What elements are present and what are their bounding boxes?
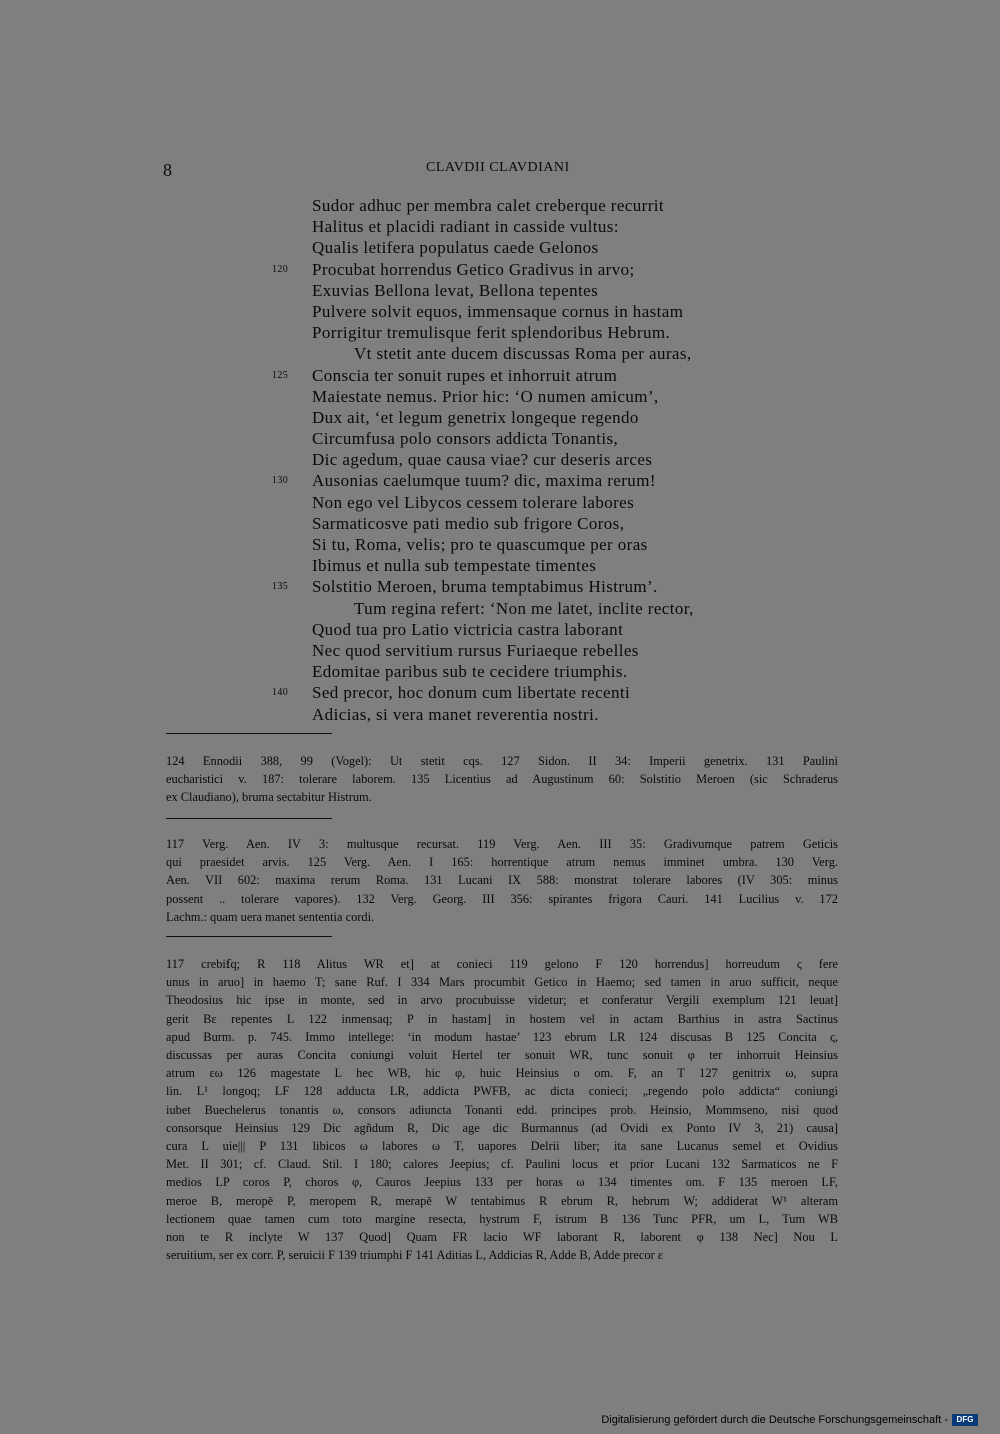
verse-text: Procubat horrendus Getico Gradivus in arvo; xyxy=(312,259,635,279)
verse-line xyxy=(272,704,792,725)
apparatus-line: medios LP coros P, choros φ, Cauros Jeepius 133 per horas ω 134 timentes om. F 135 meroen LF, xyxy=(166,1175,838,1190)
verse-line xyxy=(272,640,792,661)
dfg-logo: DFG xyxy=(952,1414,978,1426)
apparatus-line: non te R inclyte W 137 Quod] Quam FR lacio WF laborant R, laborent φ 138 Nec] Nou L xyxy=(166,1230,838,1245)
similia-line: qui praesidet arvis. 125 Verg. Aen. I 165: horrentique atrum nemus imminet umbra. 130 Verg. xyxy=(166,855,838,870)
apparatus-line: apud Burm. p. 745. Immo intellege: ‘in modum hastae’ 123 ebrum LR 124 discusas B 125 Concita ς, xyxy=(166,1029,838,1044)
apparatus-line: gerit Bε repentes L 122 inmensaq; P in hastam] in hostem vel in actam Barthius in astra Sactinus xyxy=(166,1011,838,1026)
verse-line xyxy=(272,407,792,428)
verse-block xyxy=(272,195,792,725)
verse-line xyxy=(272,555,792,576)
verse-number: 130 xyxy=(272,475,289,487)
verse-line xyxy=(272,259,792,280)
apparatus-line: Met. II 301; cf. Claud. Stil. I 180; calores Jeepius; cf. Paulini locus et prior Lucani 132 Sarmaticos ne F xyxy=(166,1157,838,1172)
verse-line xyxy=(272,449,792,470)
verse-text: Sarmaticosve pati medio sub frigore Coros, xyxy=(312,513,625,533)
verse-text: Edomitae paribus sub te cecidere triumphis. xyxy=(312,662,628,682)
similia-line: possent .. tolerare vapores). 132 Verg. Georg. III 356: spirantes frigora Cauri. 141 Lucilius v. 172 xyxy=(166,891,838,906)
similia-line: 117 Verg. Aen. IV 3: multusque recursat. 119 Verg. Aen. III 35: Gradivumque patrem Geticis xyxy=(166,837,838,851)
testimonia-line: ex Claudiano), bruma sectabitur Histrum. xyxy=(166,790,372,805)
critical-apparatus-block xyxy=(166,955,838,1264)
testimonia-block xyxy=(166,752,838,807)
verse-line xyxy=(272,365,792,386)
verse-text: Pulvere solvit equos, immensaque cornus in hastam xyxy=(312,301,684,321)
verse-line xyxy=(272,428,792,449)
verse-text: Si tu, Roma, velis; pro te quascumque per oras xyxy=(312,535,648,554)
verse-line xyxy=(272,386,792,407)
verse-text: Solstitio Meroen, bruma temptabimus Histrum’. xyxy=(312,577,658,597)
apparatus-line: cura L uie||| P 131 libicos ω labores ω T, uapores Delrii liber; ita sane Lucanus semel et Ovidius xyxy=(166,1139,838,1154)
verse-line xyxy=(272,343,792,364)
verse-line xyxy=(272,280,792,301)
verse-line xyxy=(272,598,792,619)
verse-text: Tum regina refert: ‘Non me latet, inclite rector, xyxy=(354,598,694,618)
verse-text: Nec quod servitium rursus Furiaeque rebelles xyxy=(312,640,639,660)
verse-text: Maiestate nemus. Prior hic: ‘O numen amicum’, xyxy=(312,386,659,406)
verse-number: 125 xyxy=(272,369,289,381)
verse-line xyxy=(272,470,792,491)
apparatus-line: lin. L¹ longoq; LF 128 adducta LR, addicta PWFB, ac dicta conieci; „regendo polo addicta“ coniungi xyxy=(166,1084,838,1099)
testimonia-line: 124 Ennodii 388, 99 (Vogel): Ut stetit cqs. 127 Sidon. II 34: Imperii genetrix. 131 Paulini xyxy=(166,754,838,768)
verse-text: Vt stetit ante ducem discussas Roma per auras, xyxy=(354,344,692,364)
verse-line xyxy=(272,195,792,216)
verse-text: Porrigitur tremulisque ferit splendoribus Hebrum. xyxy=(312,323,671,343)
funding-credit xyxy=(601,1414,978,1426)
verse-number: 135 xyxy=(272,581,289,593)
verse-text: Sudor adhuc per membra calet creberque recurrit xyxy=(312,196,665,215)
page-number: 8 xyxy=(163,160,172,180)
verse-text: Non ego vel Libycos cessem tolerare labores xyxy=(312,492,635,512)
apparatus-line: meroe B, meropē P, meropem R, merapē W tentabimus R ebrum R, hebrum W; addiderat W¹ alteram xyxy=(166,1193,838,1208)
verse-text: Exuvias Bellona levat, Bellona tepentes xyxy=(312,280,599,300)
apparatus-divider xyxy=(166,936,332,937)
funding-credit-text: Digitalisierung gefördert durch die Deutsche Forschungsgemeinschaft - xyxy=(601,1414,948,1426)
verse-text: Halitus et placidi radiant in casside vultus: xyxy=(312,217,619,237)
verse-line xyxy=(272,513,792,534)
similia-line: Lachm.: quam uera manet sententia cordi. xyxy=(166,909,375,924)
verse-line xyxy=(272,216,792,237)
apparatus-line: Theodosius hic ipse in monte, sed in arvo procubuisse videtur; et conferatur Vergili exemplum 121 leuat] xyxy=(166,993,838,1008)
similia-line: Aen. VII 602: maxima rerum Roma. 131 Lucani IX 588: monstrat tolerare labores (IV 305: minus xyxy=(166,873,838,888)
verse-number: 140 xyxy=(272,687,289,699)
apparatus-line: lectionem quae tamen cum toto margine resecta, hystrum F, istrum B 136 Tunc PFR, um L, Tum WB xyxy=(166,1211,838,1226)
verse-number: 120 xyxy=(272,263,289,275)
apparatus-line: consorsque Heinsius 129 Dic agñdum R, Dic age dic Burmannus (ad Ovidi ex Ponto IV 3, 21) causa] xyxy=(166,1120,838,1135)
apparatus-line: 117 crebiẜq; R 118 Alitus WR et] at conieci 119 gelono F 120 horrendus] horreudum ς fere xyxy=(166,957,838,971)
verse-line xyxy=(272,301,792,322)
apparatus-line: unus in aruo] in haemo T; sane Ruf. I 334 Mars procumbit Getico in Haemo; sed tamen in aruo sufficit, neque xyxy=(166,975,838,990)
apparatus-line: iubet Buechelerus tonantis ω, consors adiuncta Tonanti edd. principes prob. Heinsio, Mommseno, nisi quod xyxy=(166,1102,838,1117)
verse-text: Quod tua pro Latio victricia castra laborant xyxy=(312,619,624,639)
testimonia-line: eucharistici v. 187: tolerare laborem. 135 Licentius ad Augustinum 60: Solstitio Meroen (sic Schraderus xyxy=(166,772,838,787)
verse-line xyxy=(272,682,792,703)
verse-text: Conscia ter sonuit rupes et inhorruit atrum xyxy=(312,365,618,385)
verse-line xyxy=(272,619,792,640)
verse-text: Circumfusa polo consors addicta Tonantis, xyxy=(312,429,619,449)
verse-text: Dux ait, ‘et legum genetrix longeque regendo xyxy=(312,407,639,427)
apparatus-line: atrum εω 126 magestate L hec WB, hic φ, huic Heinsius o om. F, an T 127 genitrix ω, supra xyxy=(166,1066,838,1081)
apparatus-line: seruitium, ser ex corr. P, seruicii F 139 triumphi F 141 Aditias L, Addicias R, Adde B, Adde precor ε xyxy=(166,1248,663,1263)
verse-text: Ibimus et nulla sub tempestate timentes xyxy=(312,556,597,576)
verse-line xyxy=(272,237,792,258)
verse-line xyxy=(272,576,792,597)
verse-text: Qualis letifera populatus caede Gelonos xyxy=(312,238,599,258)
similia-divider xyxy=(166,818,332,819)
verse-line xyxy=(272,661,792,682)
similia-block xyxy=(166,835,838,926)
verse-text: Dic agedum, quae causa viae? cur deseris arces xyxy=(312,450,653,470)
verse-text: Ausonias caelumque tuum? dic, maxima rerum! xyxy=(312,471,656,491)
verse-text: Adicias, si vera manet reverentia nostri. xyxy=(312,704,599,724)
verse-line xyxy=(272,322,792,343)
verse-line xyxy=(272,492,792,513)
verse-text: Sed precor, hoc donum cum libertate recenti xyxy=(312,683,631,703)
running-head: CLAVDII CLAVDIANI xyxy=(426,160,570,175)
verse-line xyxy=(272,534,792,555)
apparatus-line: discussas per auras Concita coniungi voluit Hertel ter sonuit WR, tunc sonuit φ ter inhorruit Heinsius xyxy=(166,1048,838,1063)
testimonia-divider xyxy=(166,733,332,734)
